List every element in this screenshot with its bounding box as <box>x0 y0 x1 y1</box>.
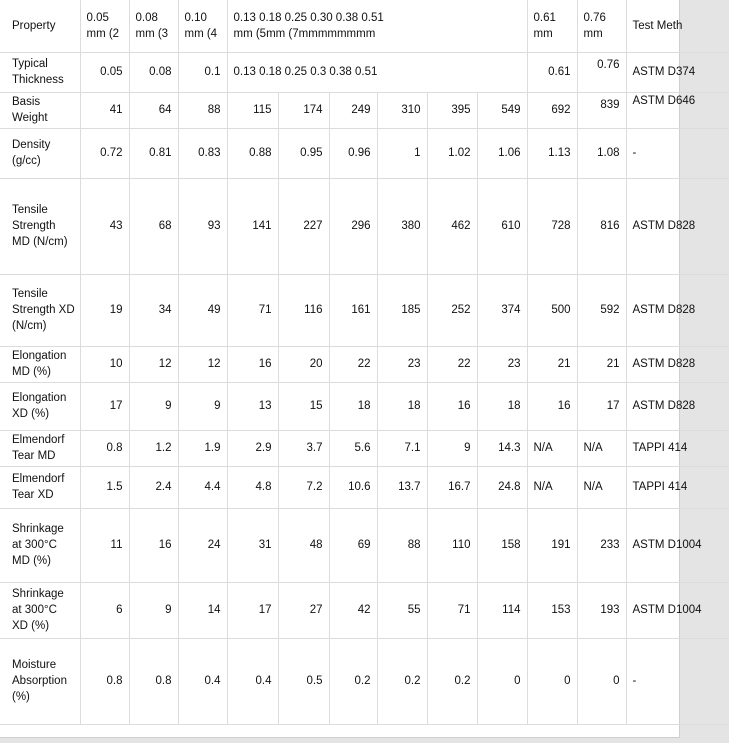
cell: 0.72 <box>80 128 129 178</box>
thickness-row <box>0 52 729 92</box>
cell: 16 <box>129 508 178 582</box>
cell: 0.05 <box>80 52 129 92</box>
cell: 9 <box>178 382 227 430</box>
row-label: Shrinkage at 300°C MD (%) <box>0 508 80 582</box>
header-col-0.08: 0.08 mm (3 <box>129 0 178 52</box>
cell: 14.3 <box>477 430 527 466</box>
table-row <box>0 128 729 178</box>
header-cols-0.13-0.51 <box>227 0 477 52</box>
method-cell: ASTM D828 <box>626 274 729 346</box>
row-label: Typical Thickness <box>0 52 80 92</box>
cell: 0.96 <box>329 128 377 178</box>
table-row <box>0 508 729 582</box>
cell: 0.5 <box>278 638 329 724</box>
cell: 71 <box>427 582 477 638</box>
cell: 233 <box>577 508 626 582</box>
cell: 68 <box>129 178 178 274</box>
cell: 20 <box>278 346 329 382</box>
cell: 22 <box>427 346 477 382</box>
table-row <box>0 346 729 382</box>
cell: 0.08 <box>129 52 178 92</box>
cell: 4.4 <box>178 466 227 508</box>
row-label: Elongation MD (%) <box>0 346 80 382</box>
header-property: Property <box>0 0 80 52</box>
cell: 9 <box>427 430 477 466</box>
cell: 18 <box>377 382 427 430</box>
cell: 1 <box>377 128 427 178</box>
cell: 153 <box>527 582 577 638</box>
cell: 13.7 <box>377 466 427 508</box>
cell: 13 <box>227 382 278 430</box>
cell: 110 <box>427 508 477 582</box>
method-cell: ASTM D1004 <box>626 508 729 582</box>
cell: 1.5 <box>80 466 129 508</box>
cell: 185 <box>377 274 427 346</box>
cell: 16 <box>427 382 477 430</box>
cell: 114 <box>477 582 527 638</box>
cell: N/A <box>577 466 626 508</box>
table-row <box>0 382 729 430</box>
header-cols-line2: mm (5mm (7mmmmmmmm <box>233 27 376 40</box>
row-label: Moisture Absorption (%) <box>0 638 80 724</box>
cell: 4.8 <box>227 466 278 508</box>
cell: 0 <box>477 638 527 724</box>
table-row <box>0 466 729 508</box>
method-cell: - <box>626 128 729 178</box>
method-cell: TAPPI 414 <box>626 466 729 508</box>
cell: 88 <box>377 508 427 582</box>
cell: 227 <box>278 178 329 274</box>
cell: 0.2 <box>377 638 427 724</box>
cell: 6 <box>80 582 129 638</box>
row-label: Density (g/cc) <box>0 128 80 178</box>
cell: 16.7 <box>427 466 477 508</box>
cell: 1.02 <box>427 128 477 178</box>
cell: 0.81 <box>129 128 178 178</box>
cell: 0.95 <box>278 128 329 178</box>
cell: 2.9 <box>227 430 278 466</box>
header-cols-line1: 0.13 0.18 0.25 0.30 0.38 0.51 <box>233 11 384 24</box>
cell: 93 <box>178 178 227 274</box>
cell: 71 <box>227 274 278 346</box>
table-row <box>0 430 729 466</box>
thickness-merged-cell: 0.13 0.18 0.25 0.3 0.38 0.51 <box>227 52 477 92</box>
cell: 1.2 <box>129 430 178 466</box>
cell: 0.61 <box>527 52 577 92</box>
cell: 610 <box>477 178 527 274</box>
cell: 17 <box>577 382 626 430</box>
cell: 69 <box>329 508 377 582</box>
cell: 0.2 <box>329 638 377 724</box>
cell: 23 <box>377 346 427 382</box>
header-col-0.61: 0.61 mm <box>527 0 577 52</box>
cell: 728 <box>527 178 577 274</box>
cell: 0 <box>577 638 626 724</box>
cell: 24 <box>178 508 227 582</box>
cell: 0.4 <box>227 638 278 724</box>
cell: 374 <box>477 274 527 346</box>
cell: 0.8 <box>129 638 178 724</box>
cell: N/A <box>527 430 577 466</box>
cell: 692 <box>527 92 577 128</box>
cell: 7.1 <box>377 430 427 466</box>
row-label: Elmendorf Tear XD <box>0 466 80 508</box>
cell: 24.8 <box>477 466 527 508</box>
cell: 9 <box>129 582 178 638</box>
table-row <box>0 92 729 128</box>
header-col-0.10: 0.10 mm (4 <box>178 0 227 52</box>
cell: 49 <box>178 274 227 346</box>
method-cell: ASTM D374 <box>626 52 729 92</box>
cell: 158 <box>477 508 527 582</box>
method-cell: ASTM D828 <box>626 382 729 430</box>
row-label: Shrinkage at 300°C XD (%) <box>0 582 80 638</box>
cell: 10 <box>80 346 129 382</box>
cell: 191 <box>527 508 577 582</box>
cell: 11 <box>80 508 129 582</box>
cell: 21 <box>577 346 626 382</box>
cell: 549 <box>477 92 527 128</box>
cell: 0.2 <box>427 638 477 724</box>
cell: 5.6 <box>329 430 377 466</box>
row-label: Basis Weight <box>0 92 80 128</box>
cell: N/A <box>527 466 577 508</box>
cell: 310 <box>377 92 427 128</box>
cell: 0.8 <box>80 638 129 724</box>
cell: 380 <box>377 178 427 274</box>
cell: 193 <box>577 582 626 638</box>
cell: 18 <box>477 382 527 430</box>
cell: 12 <box>178 346 227 382</box>
cell: 115 <box>227 92 278 128</box>
cell: 0 <box>527 638 577 724</box>
cell: 839 <box>577 92 626 128</box>
header-row <box>0 0 729 52</box>
cell: 16 <box>227 346 278 382</box>
cell: 42 <box>329 582 377 638</box>
cell: 17 <box>80 382 129 430</box>
cell: 55 <box>377 582 427 638</box>
cell: 14 <box>178 582 227 638</box>
cell: 2.4 <box>129 466 178 508</box>
method-cell: TAPPI 414 <box>626 430 729 466</box>
method-cell: ASTM D828 <box>626 346 729 382</box>
cell: 3.7 <box>278 430 329 466</box>
cell: 0.4 <box>178 638 227 724</box>
cell: 141 <box>227 178 278 274</box>
cell: 0.88 <box>227 128 278 178</box>
cell: 1.9 <box>178 430 227 466</box>
cell: 9 <box>129 382 178 430</box>
cell: 395 <box>427 92 477 128</box>
cell: 592 <box>577 274 626 346</box>
cell: 0.1 <box>178 52 227 92</box>
cell: 7.2 <box>278 466 329 508</box>
cell: 19 <box>80 274 129 346</box>
cell: 0.76 <box>577 52 626 92</box>
cell: 296 <box>329 178 377 274</box>
cell: 116 <box>278 274 329 346</box>
cell: 12 <box>129 346 178 382</box>
cell: 41 <box>80 92 129 128</box>
method-cell: - <box>626 638 729 724</box>
table-row <box>0 274 729 346</box>
cell: 34 <box>129 274 178 346</box>
table-row <box>0 638 729 724</box>
cell: 22 <box>329 346 377 382</box>
cell: 23 <box>477 346 527 382</box>
cell: 15 <box>278 382 329 430</box>
cell: 500 <box>527 274 577 346</box>
row-label: Elmendorf Tear MD <box>0 430 80 466</box>
cell: 17 <box>227 582 278 638</box>
cell: 1.08 <box>577 128 626 178</box>
cell: 31 <box>227 508 278 582</box>
cell: 21 <box>527 346 577 382</box>
header-col-0.76: 0.76 mm <box>577 0 626 52</box>
cell: 1.13 <box>527 128 577 178</box>
cell: 27 <box>278 582 329 638</box>
cell: 174 <box>278 92 329 128</box>
method-cell: ASTM D646 <box>626 92 729 128</box>
method-cell: ASTM D1004 <box>626 582 729 638</box>
cell: 48 <box>278 508 329 582</box>
cell: 43 <box>80 178 129 274</box>
cell: 18 <box>329 382 377 430</box>
cell: 249 <box>329 92 377 128</box>
table-row <box>0 582 729 638</box>
method-cell: ASTM D828 <box>626 178 729 274</box>
cell: 16 <box>527 382 577 430</box>
cell: N/A <box>577 430 626 466</box>
row-label: Elongation XD (%) <box>0 382 80 430</box>
cell: 64 <box>129 92 178 128</box>
row-label: Tensile Strength MD (N/cm) <box>0 178 80 274</box>
row-label: Tensile Strength XD (N/cm) <box>0 274 80 346</box>
cell: 1.06 <box>477 128 527 178</box>
cell: 88 <box>178 92 227 128</box>
header-test-method: Test Meth <box>626 0 729 52</box>
cell: 10.6 <box>329 466 377 508</box>
cell: 161 <box>329 274 377 346</box>
cell: 252 <box>427 274 477 346</box>
cell: 0.8 <box>80 430 129 466</box>
header-col-0.05: 0.05 mm (2 <box>80 0 129 52</box>
table-row <box>0 178 729 274</box>
cell: 462 <box>427 178 477 274</box>
cell: 0.83 <box>178 128 227 178</box>
cell: 816 <box>577 178 626 274</box>
